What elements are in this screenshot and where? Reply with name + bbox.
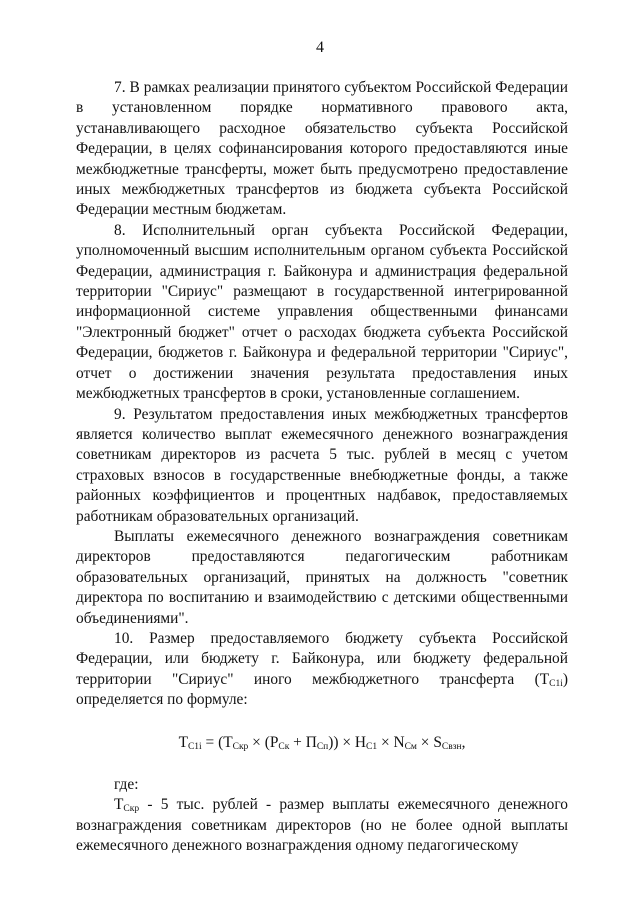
paragraph-7: 7. В рамках реализации принятого субъектом Российской Федерации в установленном порядке нормативного правового акта, устанавливающего расходное обязательство субъекта Российской Федерации, в целях софинансирования которого предоставляются иные межбюджетные трансферты, может быть предусмотрено предоставление иных межбюджетных трансфертов из бюджета субъекта Российской Федерации местным бюджетам.: [76, 79, 568, 219]
formula-subscript: Сп: [316, 741, 329, 752]
paragraph-9-continued: Выплаты ежемесячного денежного вознаграждения советникам директоров предоставляются педагогическим работникам образовательных организаций, принятых на должность "советник директора по воспитанию и взаимодействию с детскими общественными объединениями".: [76, 527, 568, 627]
paragraph-10: [76, 629, 568, 711]
definition-tskr: [76, 795, 568, 856]
formula-term: + П: [289, 733, 317, 751]
definition-text: - 5 тыс. рублей - размер выплаты ежемесячного денежного вознаграждения советникам директоров (но не более одной выплаты ежемесячного денежного вознаграждения одному педагогическому: [76, 796, 568, 855]
paragraph-10-tail: ) определяется по формуле:: [76, 670, 568, 709]
paragraph-10-text: 10. Размер предоставляемого бюджету субъекта Российской Федерации, или бюджету г. Байконура, или бюджету федеральной территории "Сириус" иного межбюджетного трансферта (Т: [76, 629, 568, 688]
formula-subscript: См: [404, 741, 417, 752]
paragraph-8: 8. Исполнительный орган субъекта Российской Федерации, уполномоченный высшим исполнительным органом субъекта Российской Федерации, администрация г. Байконура и администрация федеральной территории "Сириус" размещают в государственной интегрированной информационной системе управления общественными финансами "Электронный бюджет" отчет о расходах бюджета субъекта Российской Федерации, бюджетов г. Байконура и федеральной территории "Сириус", отчет о достижении значения результата предоставления иных межбюджетных трансфертов в сроки, установленные соглашением.: [76, 221, 568, 403]
formula-term: ,: [461, 733, 466, 751]
formula-subscript: С1: [366, 741, 378, 752]
formula-term: × (Р: [248, 733, 279, 751]
formula-subscript: Ск: [278, 741, 290, 752]
formula-term: × S: [416, 733, 442, 751]
formula-term: = (Т: [201, 733, 233, 751]
definition-symbol: Т: [114, 796, 124, 814]
document-body: [76, 78, 568, 857]
formula-term: × N: [377, 733, 405, 751]
definition-subscript: Скр: [123, 804, 140, 815]
formula-subscript: Скр: [232, 741, 249, 752]
formula-term: )) × Н: [328, 733, 366, 751]
formula-subscript: С1i: [187, 741, 202, 752]
formula-subscript: Свзн: [441, 741, 462, 752]
paragraph-9: 9. Результатом предоставления иных межбюджетных трансфертов является количество выплат ежемесячного денежного вознаграждения советникам директоров из расчета 5 тыс. рублей в месяц с учетом страховых взносов в государственные внебюджетные фонды, а также районных коэффициентов и процентных надбавок, предоставляемых работникам образовательных организаций.: [76, 405, 568, 525]
formula: [76, 733, 568, 753]
where-label: где:: [114, 776, 139, 793]
formula-term: Т: [178, 733, 188, 751]
page-number: 4: [316, 39, 324, 56]
paragraph-10-subscript: С1i: [549, 678, 563, 689]
